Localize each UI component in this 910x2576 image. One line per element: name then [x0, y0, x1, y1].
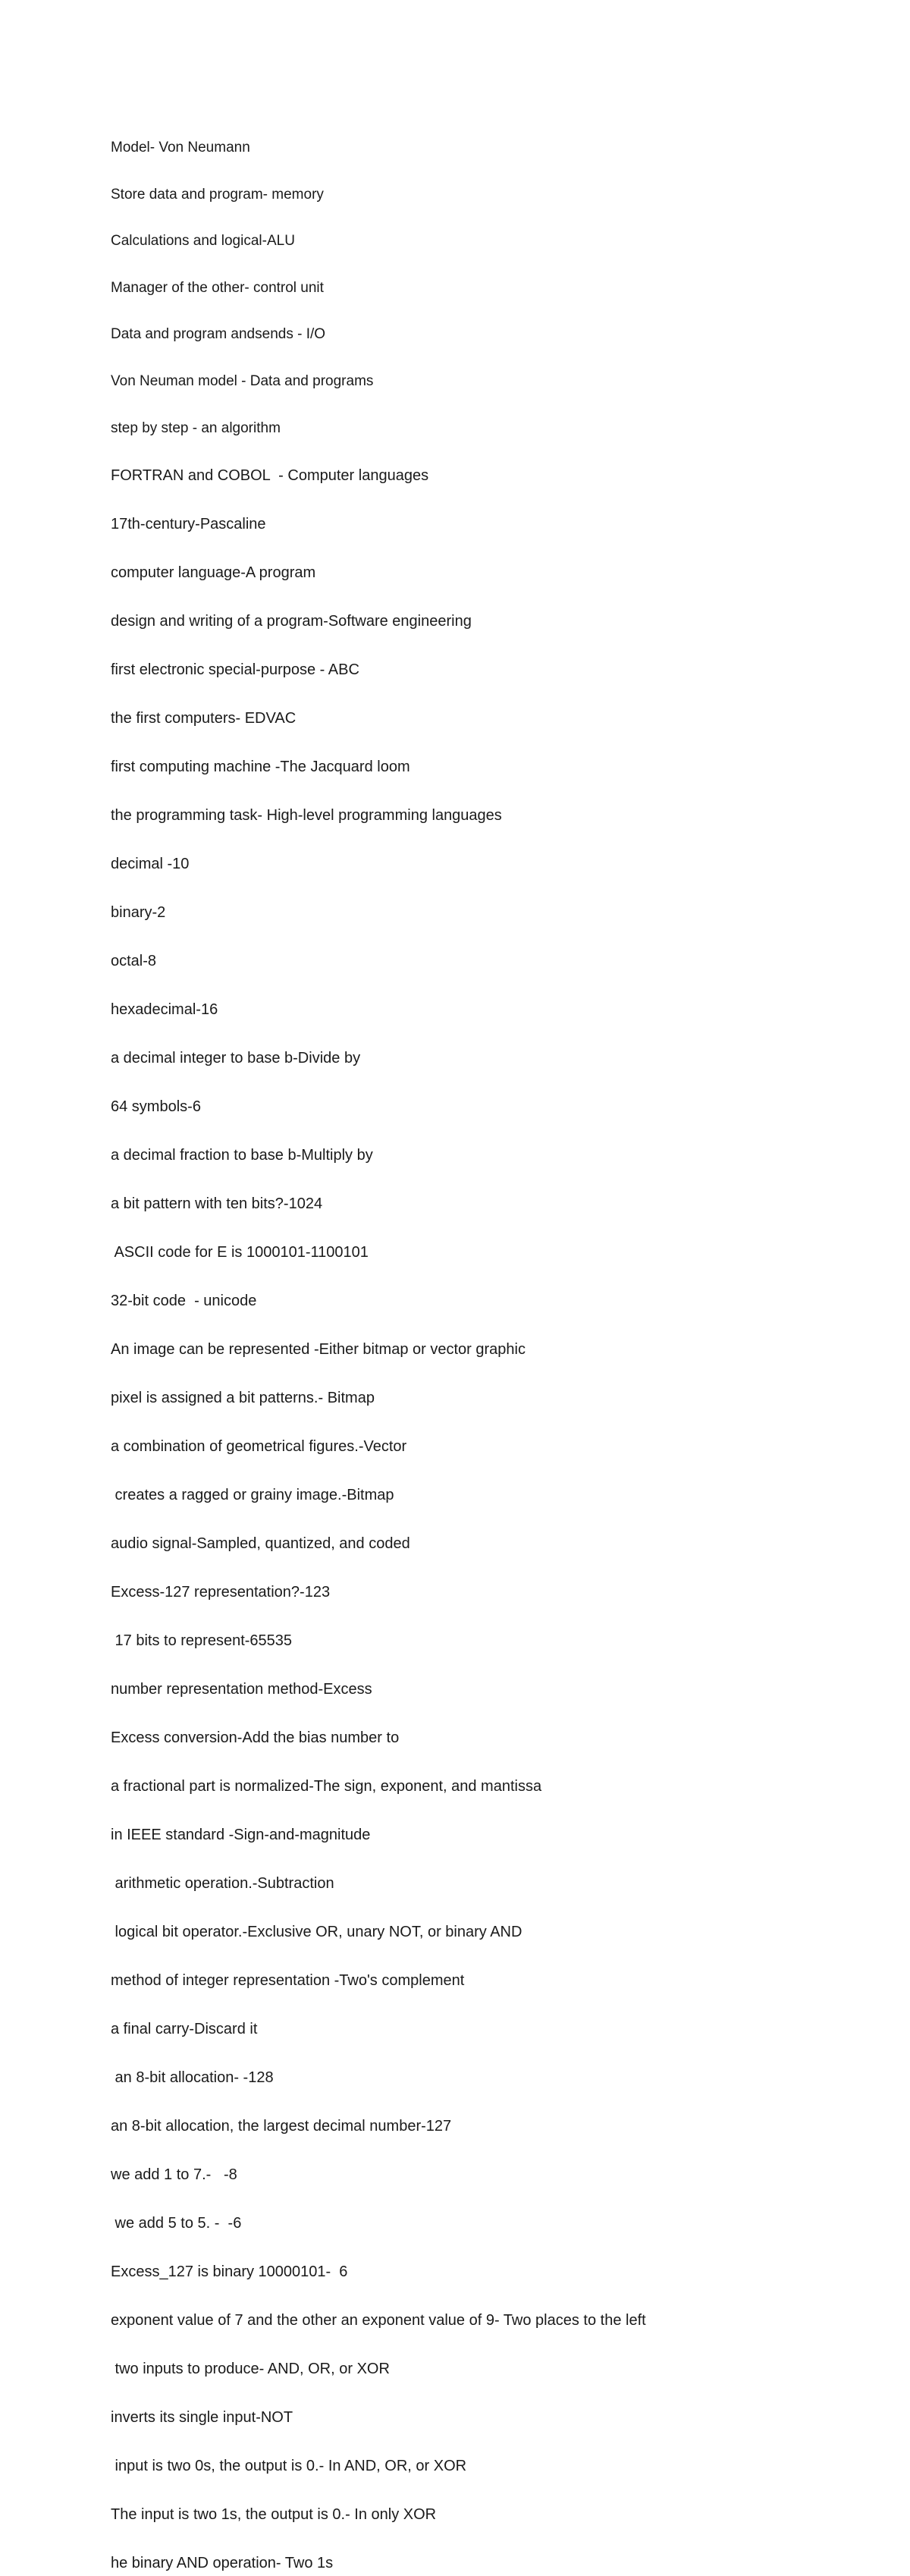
text-line: two inputs to produce- AND, OR, or XOR	[111, 2361, 390, 2378]
text-line: Von Neuman model - Data and programs	[111, 372, 374, 389]
text-line: 64 symbols-6	[111, 1098, 201, 1116]
text-line: inverts its single input-NOT	[111, 2409, 293, 2427]
text-line: input is two 0s, the output is 0.- In AND, OR, or XOR	[111, 2458, 467, 2475]
text-line: an 8-bit allocation, the largest decimal number-127	[111, 2118, 452, 2135]
text-line: a fractional part is normalized-The sign, exponent, and mantissa	[111, 1778, 542, 1795]
text-line: FORTRAN and COBOL - Computer languages	[111, 467, 429, 485]
text-line: Excess-127 representation?-123	[111, 1584, 331, 1601]
text-line: logical bit operator.-Exclusive OR, unary NOT, or binary AND	[111, 1924, 522, 1941]
text-line: Excess conversion-Add the bias number to	[111, 1729, 400, 1747]
text-line: first electronic special-purpose - ABC	[111, 661, 359, 679]
text-line: Data and program andsends - I/O	[111, 326, 326, 343]
text-line: number representation method-Excess	[111, 1681, 372, 1698]
text-line: Store data and program- memory	[111, 186, 324, 203]
text-line: a bit pattern with ten bits?-1024	[111, 1195, 323, 1213]
text-line: audio signal-Sampled, quantized, and coded	[111, 1535, 410, 1553]
text-line: 17th-century-Pascaline	[111, 516, 266, 533]
text-line: The input is two 1s, the output is 0.- In only XOR	[111, 2506, 437, 2524]
text-line: Model- Von Neumann	[111, 140, 250, 156]
text-line: a decimal fraction to base b-Multiply by	[111, 1147, 373, 1164]
text-line: binary-2	[111, 904, 166, 922]
text-line: the first computers- EDVAC	[111, 710, 297, 727]
text-line: the programming task- High-level programming languages	[111, 807, 502, 825]
text-line: a final carry-Discard it	[111, 2021, 258, 2038]
text-line: a combination of geometrical figures.-Vector	[111, 1438, 407, 1456]
text-line: octal-8	[111, 953, 157, 970]
text-line: Excess_127 is binary 10000101- 6	[111, 2263, 348, 2281]
text-line: a decimal integer to base b-Divide by	[111, 1050, 361, 1067]
text-line: creates a ragged or grainy image.-Bitmap	[111, 1487, 394, 1504]
text-line: he binary AND operation- Two 1s	[111, 2555, 334, 2572]
text-line: step by step - an algorithm	[111, 419, 281, 436]
text-line: hexadecimal-16	[111, 1001, 218, 1019]
document-body	[111, 111, 869, 2576]
text-line: first computing machine -The Jacquard loom	[111, 759, 410, 776]
text-line: we add 5 to 5. - -6	[111, 2215, 242, 2232]
text-line: exponent value of 7 and the other an exponent value of 9- Two places to the left	[111, 2312, 646, 2329]
text-line: ASCII code for E is 1000101-1100101	[111, 1244, 369, 1261]
text-line: computer language-A program	[111, 564, 316, 582]
text-line: in IEEE standard -Sign-and-magnitude	[111, 1827, 371, 1844]
text-line: we add 1 to 7.- -8	[111, 2166, 237, 2184]
text-line: Calculations and logical-ALU	[111, 233, 295, 250]
text-line: decimal -10	[111, 856, 190, 873]
text-line: Manager of the other- control unit	[111, 279, 324, 296]
text-line: pixel is assigned a bit patterns.- Bitmap	[111, 1390, 375, 1407]
text-line: method of integer representation -Two's complement	[111, 1972, 465, 1990]
text-line: 32-bit code - unicode	[111, 1293, 257, 1310]
text-line: design and writing of a program-Software engineering	[111, 613, 472, 630]
text-line: arithmetic operation.-Subtraction	[111, 1875, 334, 1893]
text-line: An image can be represented -Either bitmap or vector graphic	[111, 1341, 526, 1359]
text-line: an 8-bit allocation- -128	[111, 2069, 274, 2087]
text-line: 17 bits to represent-65535	[111, 1632, 293, 1650]
